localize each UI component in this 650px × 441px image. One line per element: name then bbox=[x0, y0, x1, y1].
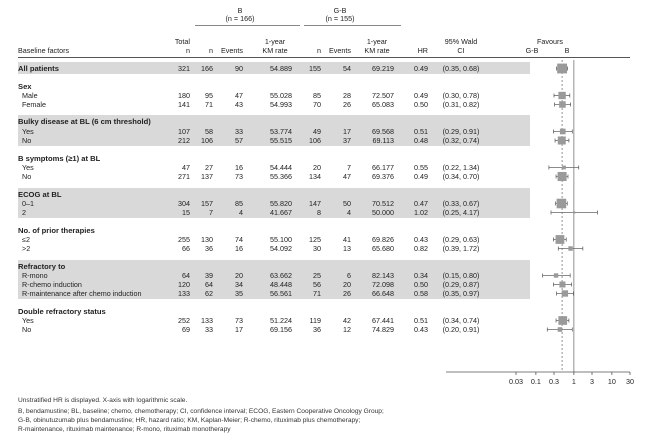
cell-ci: (0.34, 0.70) bbox=[442, 172, 480, 181]
row-label: Refractory to bbox=[18, 262, 66, 271]
cell-ci: (0.35, 0.97) bbox=[442, 289, 480, 298]
hr-marker bbox=[558, 136, 566, 144]
hr-marker bbox=[556, 235, 565, 244]
cell-b-n: 71 bbox=[205, 100, 213, 109]
cell-b-km: 55.366 bbox=[270, 172, 292, 181]
cell-b-km: 54.444 bbox=[270, 163, 292, 172]
cell-b-km: 53.774 bbox=[270, 127, 292, 136]
cell-b-km: 54.993 bbox=[270, 100, 292, 109]
cell-total: 15 bbox=[182, 208, 190, 217]
cell-ci: (0.25, 4.17) bbox=[442, 208, 480, 217]
row-label: 2 bbox=[22, 208, 26, 217]
cell-b-km: 69.156 bbox=[270, 325, 292, 334]
col-gb-n: n bbox=[317, 46, 321, 55]
cell-ci: (0.39, 1.72) bbox=[442, 244, 480, 253]
cell-total: 120 bbox=[178, 280, 190, 289]
cell-hr: 0.50 bbox=[414, 100, 428, 109]
cell-b-km: 55.028 bbox=[270, 91, 292, 100]
cell-total: 212 bbox=[178, 136, 190, 145]
cell-ci: (0.22, 1.34) bbox=[442, 163, 480, 172]
cell-b-events: 20 bbox=[235, 271, 243, 280]
cell-hr: 0.43 bbox=[414, 235, 428, 244]
cell-hr: 0.58 bbox=[414, 289, 428, 298]
cell-hr: 0.49 bbox=[414, 64, 428, 73]
cell-gb-km: 69.376 bbox=[372, 172, 394, 181]
cell-gb-km: 74.829 bbox=[372, 325, 394, 334]
footnote-2: B, bendamustine; BL, baseline; chemo, chemotherapy; CI, confidence interval; ECOG, Eastern Cooperative Oncology Group; bbox=[18, 408, 384, 415]
cell-gb-km: 50.000 bbox=[372, 208, 394, 217]
hr-marker bbox=[558, 327, 563, 332]
cell-b-events: 34 bbox=[235, 280, 243, 289]
hr-marker bbox=[568, 246, 572, 250]
cell-gb-km: 66.648 bbox=[372, 289, 394, 298]
hr-marker bbox=[562, 166, 566, 170]
cell-total: 133 bbox=[178, 289, 190, 298]
cell-b-events: 17 bbox=[235, 325, 243, 334]
cell-gb-events: 20 bbox=[343, 280, 351, 289]
cell-b-events: 43 bbox=[235, 100, 243, 109]
cell-b-events: 33 bbox=[235, 127, 243, 136]
cell-ci: (0.34, 0.74) bbox=[442, 316, 480, 325]
cell-gb-km: 69.113 bbox=[372, 136, 394, 145]
cell-b-n: 95 bbox=[205, 91, 213, 100]
cell-ci: (0.29, 0.91) bbox=[442, 127, 480, 136]
cell-b-n: 133 bbox=[201, 316, 213, 325]
cell-ci: (0.31, 0.82) bbox=[442, 100, 480, 109]
hr-marker bbox=[560, 129, 566, 135]
cell-gb-events: 26 bbox=[343, 289, 351, 298]
cell-ci: (0.15, 0.80) bbox=[442, 271, 480, 280]
cell-gb-events: 12 bbox=[343, 325, 351, 334]
cell-hr: 1.02 bbox=[414, 208, 428, 217]
row-label: 0–1 bbox=[22, 199, 34, 208]
hr-marker bbox=[559, 281, 565, 287]
cell-gb-km: 72.098 bbox=[372, 280, 394, 289]
cell-b-n: 137 bbox=[201, 172, 213, 181]
cell-total: 304 bbox=[178, 199, 190, 208]
cell-gb-n: 71 bbox=[313, 289, 321, 298]
cell-b-events: 90 bbox=[235, 64, 243, 73]
cell-total: 107 bbox=[178, 127, 190, 136]
cell-gb-km: 67.441 bbox=[372, 316, 394, 325]
cell-gb-km: 66.177 bbox=[372, 163, 394, 172]
cell-gb-events: 50 bbox=[343, 199, 351, 208]
favours-b: B bbox=[564, 46, 570, 55]
cell-b-events: 4 bbox=[239, 208, 243, 217]
cell-gb-km: 70.512 bbox=[372, 199, 394, 208]
cell-b-n: 7 bbox=[209, 208, 213, 217]
cell-gb-n: 70 bbox=[313, 100, 321, 109]
cell-gb-events: 28 bbox=[343, 91, 351, 100]
cell-b-n: 27 bbox=[205, 163, 213, 172]
group-b-label: B bbox=[237, 6, 243, 15]
cell-total: 255 bbox=[178, 235, 190, 244]
cell-gb-n: 125 bbox=[309, 235, 321, 244]
cell-gb-km: 69.568 bbox=[372, 127, 394, 136]
cell-b-n: 166 bbox=[201, 64, 213, 73]
cell-gb-n: 106 bbox=[309, 136, 321, 145]
hr-marker bbox=[562, 290, 568, 296]
row-label: Male bbox=[22, 91, 38, 100]
cell-total: 69 bbox=[182, 325, 190, 334]
row-label: Sex bbox=[18, 82, 32, 91]
cell-b-km: 55.820 bbox=[270, 199, 292, 208]
row-label: R-mono bbox=[22, 271, 48, 280]
footnote-3: G-B, obinutuzumab plus bendamustine; HR, hazard ratio; KM, Kaplan-Meier; R-chemo, rituximab plus chemotherapy; bbox=[18, 417, 361, 424]
cell-b-events: 73 bbox=[235, 172, 243, 181]
col-b-events: Events bbox=[221, 46, 243, 55]
x-tick-label: 3 bbox=[590, 377, 594, 386]
x-tick-label: 10 bbox=[607, 377, 616, 386]
cell-hr: 0.49 bbox=[414, 91, 428, 100]
cell-ci: (0.29, 0.87) bbox=[442, 280, 480, 289]
group-b-n: (n = 166) bbox=[225, 14, 255, 23]
cell-b-n: 33 bbox=[205, 325, 213, 334]
cell-gb-events: 37 bbox=[343, 136, 351, 145]
row-label: No bbox=[22, 172, 32, 181]
cell-total: 252 bbox=[178, 316, 190, 325]
cell-total: 141 bbox=[178, 100, 190, 109]
cell-b-km: 41.667 bbox=[270, 208, 292, 217]
col-gb-km-2: KM rate bbox=[364, 46, 390, 55]
col-ci-1: 95% Wald bbox=[444, 37, 478, 46]
cell-b-n: 64 bbox=[205, 280, 213, 289]
row-label: B symptoms (≥1) at BL bbox=[18, 154, 101, 163]
cell-b-km: 56.561 bbox=[270, 289, 292, 298]
cell-gb-events: 4 bbox=[347, 208, 351, 217]
cell-hr: 0.48 bbox=[414, 136, 428, 145]
cell-gb-events: 47 bbox=[343, 172, 351, 181]
cell-b-km: 55.515 bbox=[270, 136, 292, 145]
cell-gb-km: 72.507 bbox=[372, 91, 394, 100]
cell-gb-n: 30 bbox=[313, 244, 321, 253]
x-tick-label: 0.03 bbox=[509, 377, 523, 386]
cell-gb-events: 41 bbox=[343, 235, 351, 244]
hr-marker bbox=[573, 211, 575, 213]
row-label: Double refractory status bbox=[18, 307, 106, 316]
cell-gb-km: 69.826 bbox=[372, 235, 394, 244]
cell-gb-km: 65.680 bbox=[372, 244, 394, 253]
col-total: Total bbox=[174, 37, 190, 46]
cell-gb-n: 36 bbox=[313, 325, 321, 334]
row-label: All patients bbox=[18, 64, 59, 73]
cell-gb-n: 56 bbox=[313, 280, 321, 289]
row-label: Yes bbox=[22, 163, 34, 172]
cell-b-events: 85 bbox=[235, 199, 243, 208]
col-hr: HR bbox=[417, 46, 428, 55]
col-b-km-1: 1-year bbox=[264, 37, 286, 46]
favours-gb: G-B bbox=[525, 46, 539, 55]
col-gb-km-1: 1-year bbox=[366, 37, 388, 46]
cell-gb-events: 13 bbox=[343, 244, 351, 253]
cell-gb-n: 49 bbox=[313, 127, 321, 136]
hr-marker bbox=[557, 64, 567, 74]
row-label: ECOG at BL bbox=[18, 190, 62, 199]
cell-gb-n: 85 bbox=[313, 91, 321, 100]
cell-b-events: 57 bbox=[235, 136, 243, 145]
cell-b-km: 55.100 bbox=[270, 235, 292, 244]
cell-gb-n: 25 bbox=[313, 271, 321, 280]
row-label: ≤2 bbox=[22, 235, 30, 244]
hr-marker bbox=[558, 316, 567, 325]
cell-gb-events: 17 bbox=[343, 127, 351, 136]
cell-gb-km: 82.143 bbox=[372, 271, 394, 280]
cell-gb-n: 155 bbox=[309, 64, 321, 73]
cell-b-n: 106 bbox=[201, 136, 213, 145]
cell-b-events: 16 bbox=[235, 163, 243, 172]
cell-gb-events: 7 bbox=[347, 163, 351, 172]
cell-b-n: 157 bbox=[201, 199, 213, 208]
row-label: >2 bbox=[22, 244, 31, 253]
col-gb-events: Events bbox=[329, 46, 351, 55]
x-tick-label: 0.3 bbox=[549, 377, 559, 386]
row-label: No. of prior therapies bbox=[18, 226, 95, 235]
col-total-n: n bbox=[186, 46, 190, 55]
cell-total: 271 bbox=[178, 172, 190, 181]
cell-hr: 0.50 bbox=[414, 280, 428, 289]
cell-b-km: 54.889 bbox=[270, 64, 292, 73]
hr-marker bbox=[558, 92, 565, 99]
cell-b-n: 62 bbox=[205, 289, 213, 298]
row-label: No bbox=[22, 136, 32, 145]
cell-total: 180 bbox=[178, 91, 190, 100]
row-label: Female bbox=[22, 100, 46, 109]
cell-ci: (0.29, 0.63) bbox=[442, 235, 480, 244]
row-label: Bulky disease at BL (6 cm threshold) bbox=[18, 117, 151, 126]
cell-total: 321 bbox=[178, 64, 190, 73]
row-label: R-maintenance after chemo induction bbox=[22, 289, 142, 298]
footnote-4: R-maintenance, rituximab maintenance; R-mono, rituximab monotherapy bbox=[18, 426, 231, 433]
row-label: R-chemo induction bbox=[22, 280, 82, 289]
cell-hr: 0.51 bbox=[414, 316, 428, 325]
cell-b-events: 35 bbox=[235, 289, 243, 298]
cell-gb-n: 134 bbox=[309, 172, 321, 181]
cell-b-events: 16 bbox=[235, 244, 243, 253]
cell-b-km: 51.224 bbox=[270, 316, 292, 325]
cell-b-events: 74 bbox=[235, 235, 243, 244]
row-label: Yes bbox=[22, 127, 34, 136]
cell-ci: (0.35, 0.68) bbox=[442, 64, 480, 73]
cell-ci: (0.20, 0.91) bbox=[442, 325, 480, 334]
cell-gb-n: 119 bbox=[309, 316, 321, 325]
cell-gb-events: 42 bbox=[343, 316, 351, 325]
cell-hr: 0.55 bbox=[414, 163, 428, 172]
cell-gb-n: 147 bbox=[309, 199, 321, 208]
cell-total: 66 bbox=[182, 244, 190, 253]
cell-b-n: 58 bbox=[205, 127, 213, 136]
cell-b-events: 47 bbox=[235, 91, 243, 100]
col-b-n: n bbox=[209, 46, 213, 55]
cell-b-km: 63.662 bbox=[270, 271, 292, 280]
cell-hr: 0.47 bbox=[414, 199, 428, 208]
cell-b-km: 54.092 bbox=[270, 244, 292, 253]
cell-gb-n: 20 bbox=[313, 163, 321, 172]
cell-hr: 0.49 bbox=[414, 172, 428, 181]
cell-b-n: 36 bbox=[205, 244, 213, 253]
cell-gb-events: 26 bbox=[343, 100, 351, 109]
col-b-km-2: KM rate bbox=[262, 46, 288, 55]
group-gb-n: (n = 155) bbox=[325, 14, 355, 23]
footnote-1: Unstratified HR is displayed. X-axis with logarithmic scale. bbox=[18, 397, 188, 404]
cell-b-n: 130 bbox=[201, 235, 213, 244]
col-baseline-factors: Baseline factors bbox=[18, 46, 70, 55]
cell-gb-n: 8 bbox=[317, 208, 321, 217]
cell-b-n: 39 bbox=[205, 271, 213, 280]
hr-marker bbox=[558, 172, 567, 181]
x-tick-label: 0.1 bbox=[530, 377, 541, 386]
hr-marker bbox=[554, 273, 558, 277]
x-tick-label: 30 bbox=[626, 377, 634, 386]
cell-total: 47 bbox=[182, 163, 190, 172]
cell-ci: (0.30, 0.78) bbox=[442, 91, 480, 100]
cell-b-events: 73 bbox=[235, 316, 243, 325]
cell-hr: 0.34 bbox=[414, 271, 428, 280]
hr-marker bbox=[559, 101, 566, 108]
hr-marker bbox=[557, 199, 567, 209]
row-label: No bbox=[22, 325, 32, 334]
favours-label: Favours bbox=[537, 37, 563, 46]
cell-hr: 0.82 bbox=[414, 244, 428, 253]
cell-gb-events: 54 bbox=[343, 64, 351, 73]
cell-ci: (0.33, 0.67) bbox=[442, 199, 480, 208]
cell-total: 64 bbox=[182, 271, 190, 280]
group-gb-label: G-B bbox=[333, 6, 347, 15]
row-label: Yes bbox=[22, 316, 34, 325]
col-ci-2: CI bbox=[457, 46, 465, 55]
cell-gb-km: 65.083 bbox=[372, 100, 394, 109]
cell-gb-km: 69.219 bbox=[372, 64, 394, 73]
cell-b-km: 48.448 bbox=[270, 280, 292, 289]
x-tick-label: 1 bbox=[571, 377, 576, 386]
cell-ci: (0.32, 0.74) bbox=[442, 136, 480, 145]
cell-hr: 0.43 bbox=[414, 325, 428, 334]
cell-gb-events: 6 bbox=[347, 271, 351, 280]
cell-hr: 0.51 bbox=[414, 127, 428, 136]
